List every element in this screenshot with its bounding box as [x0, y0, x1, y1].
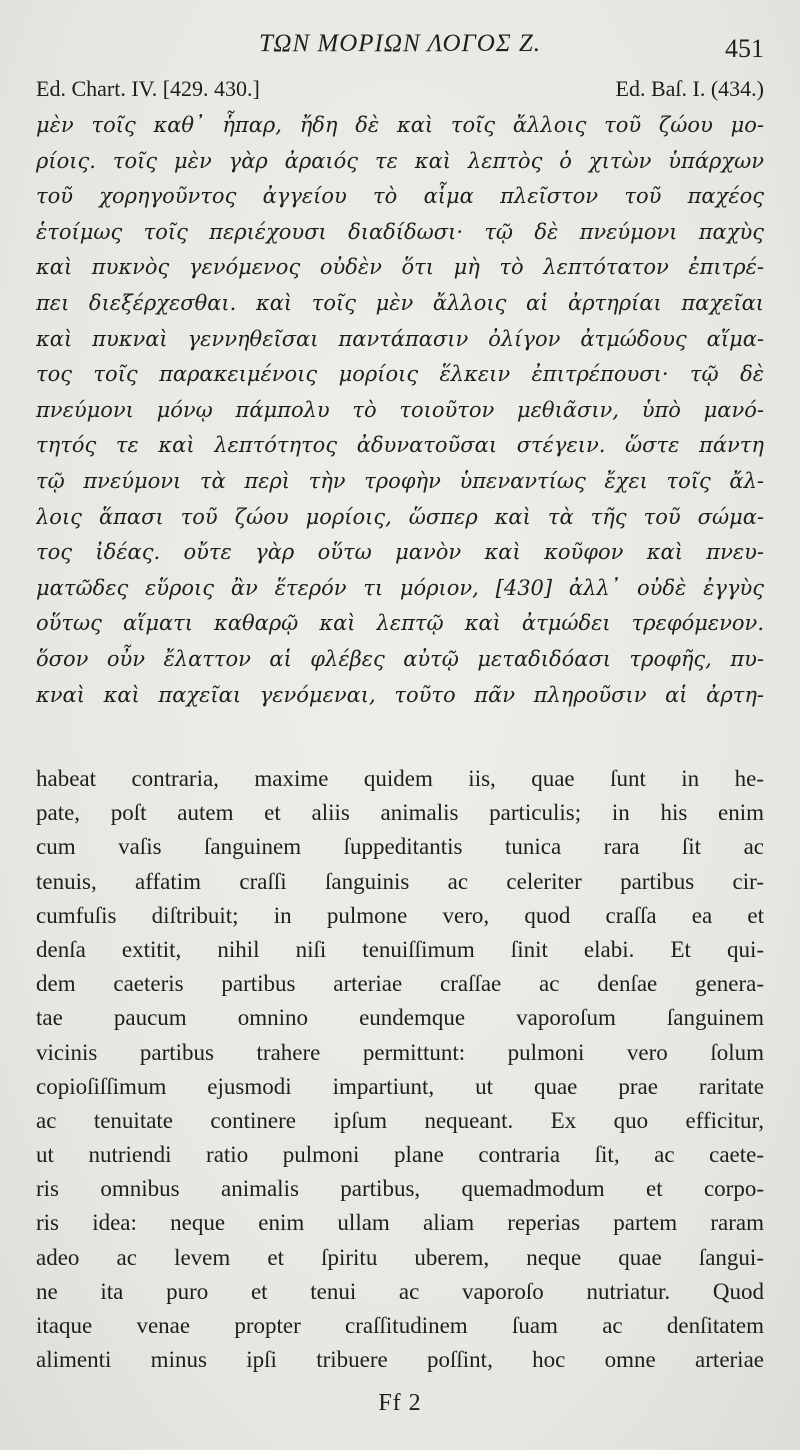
latin-text-line: tae paucum omnino eundemque vaporoſum ſanguinem [36, 1005, 764, 1031]
greek-text-line: ἑτοίμως τοῖς περιέχουσι διαδίδωσι· τῷ δὲ πνεύμονι παχὺς [36, 219, 764, 244]
greek-text-line: οὕτως αἵματι καθαρῷ καὶ λεπτῷ καὶ ἀτμώδει τρεφόμενον. [36, 611, 764, 636]
latin-text-block [36, 762, 764, 1377]
edition-reference-line [36, 76, 764, 106]
greek-text-line: καὶ πυκνὸς γενόμενος οὐδὲν ὅτι μὴ τὸ λεπτότατον ἐπιτρέ- [36, 255, 764, 280]
page-number: 451 [725, 34, 764, 63]
latin-text-line: alimenti minus ipſi tribuere poſſint, hoc omne arteriae [36, 1347, 764, 1373]
signature-mark: Ff 2 [378, 1390, 422, 1416]
latin-text-line: copioſiſſimum ejusmodi impartiunt, ut quae prae raritate [36, 1073, 764, 1099]
latin-text-line: tenuis, affatim craſſi ſanguinis ac celeriter partibus cir- [36, 868, 764, 894]
latin-text-line: ne ita puro et tenui ac vaporoſo nutriatur. Quod [36, 1278, 764, 1304]
greek-text-line: καὶ πυκναὶ γεννηθεῖσαι παντάπασιν ὀλίγον ἀτμώδους αἵμα- [36, 326, 764, 351]
edition-basel-reference: Ed. Baſ. I. (434.) [615, 76, 764, 101]
latin-text-line: ut nutriendi ratio pulmoni plane contraria ſit, ac caete- [36, 1142, 764, 1168]
greek-text-line: ὅσον οὖν ἔλαττον αἱ φλέβες αὐτῷ μεταδιδόασι τροφῆς, πυ- [36, 646, 764, 671]
greek-text-line: τῷ πνεύμονι τὰ περὶ τὴν τροφὴν ὑπεναντίως ἔχει τοῖς ἄλ- [36, 468, 764, 493]
greek-text-block [36, 108, 764, 713]
latin-text-line: dem caeteris partibus arteriae craſſae ac denſae genera- [36, 971, 764, 997]
latin-text-line: ris omnibus animalis partibus, quemadmodum et corpo- [36, 1176, 764, 1202]
running-head: ΤΩΝ ΜΟΡΙΩΝ ΛΟΓΟΣ Ζ. [258, 30, 542, 57]
greek-text-line: ματῶδες εὕροις ἂν ἕτερόν τι μόριον, [430] ἀλλ᾽ οὐδὲ ἐγγὺς [36, 575, 764, 600]
greek-text-line: κναὶ καὶ παχεῖαι γενόμεναι, τοῦτο πᾶν πληροῦσιν αἱ ἀρτη- [36, 682, 764, 707]
greek-text-line: τοῦ χορηγοῦντος ἀγγείου τὸ αἷμα πλεῖστον τοῦ παχέος [36, 184, 764, 209]
greek-text-line: πνεύμονι μόνῳ πάμπολυ τὸ τοιοῦτον μεθιᾶσιν, ὑπὸ μανό- [36, 397, 764, 422]
greek-text-line: τος ἰδέας. οὔτε γὰρ οὕτω μανὸν καὶ κοῦφον καὶ πνευ- [36, 540, 764, 565]
greek-text-line: τος τοῖς παρακειμένοις μορίοις ἕλκειν ἐπιτρέπουσι· τῷ δὲ [36, 362, 764, 387]
latin-text-line: itaque venae propter craſſitudinem ſuam ac denſitatem [36, 1313, 764, 1338]
greek-text-line: μὲν τοῖς καθ᾽ ἧπαρ, ἤδη δὲ καὶ τοῖς ἄλλοις τοῦ ζώου μο- [36, 113, 764, 137]
latin-text-line: pate, poſt autem et aliis animalis particulis; in his enim [36, 800, 764, 826]
latin-text-line: habeat contraria, maxime quidem iis, quae ſunt in he- [36, 766, 764, 791]
greek-text-line: πει διεξέρχεσθαι. καὶ τοῖς μὲν ἄλλοις αἱ ἀρτηρίαι παχεῖαι [36, 290, 764, 315]
latin-text-line: cum vaſis ſanguinem ſuppeditantis tunica rara ſit ac [36, 834, 764, 860]
greek-text-line: λοις ἅπασι τοῦ ζώου μορίοις, ὥσπερ καὶ τὰ τῆς τοῦ σώμα- [36, 504, 764, 529]
latin-text-line: ac tenuitate continere ipſum nequeant. Ex quo efficitur, [36, 1107, 764, 1133]
latin-text-line: cumfuſis diſtribuit; in pulmone vero, quod craſſa ea et [36, 902, 764, 928]
greek-text-line: ρίοις. τοῖς μὲν γὰρ ἀραιός τε καὶ λεπτὸς ὁ χιτὼν ὑπάρχων [36, 148, 764, 173]
edition-chart-reference: Ed. Chart. IV. [429. 430.] [36, 76, 260, 101]
greek-text-line: τητός τε καὶ λεπτότητος ἀδυνατοῦσαι στέγειν. ὥστε πάντη [36, 433, 764, 458]
latin-text-line: adeo ac levem et ſpiritu uberem, neque quae ſangui- [36, 1244, 764, 1270]
latin-text-line: denſa extitit, nihil niſi tenuiſſimum ſinit elabi. Et qui- [36, 936, 764, 962]
latin-text-line: vicinis partibus trahere permittunt: pulmoni vero ſolum [36, 1039, 764, 1065]
latin-text-line: ris idea: neque enim ullam aliam reperias partem raram [36, 1210, 764, 1236]
